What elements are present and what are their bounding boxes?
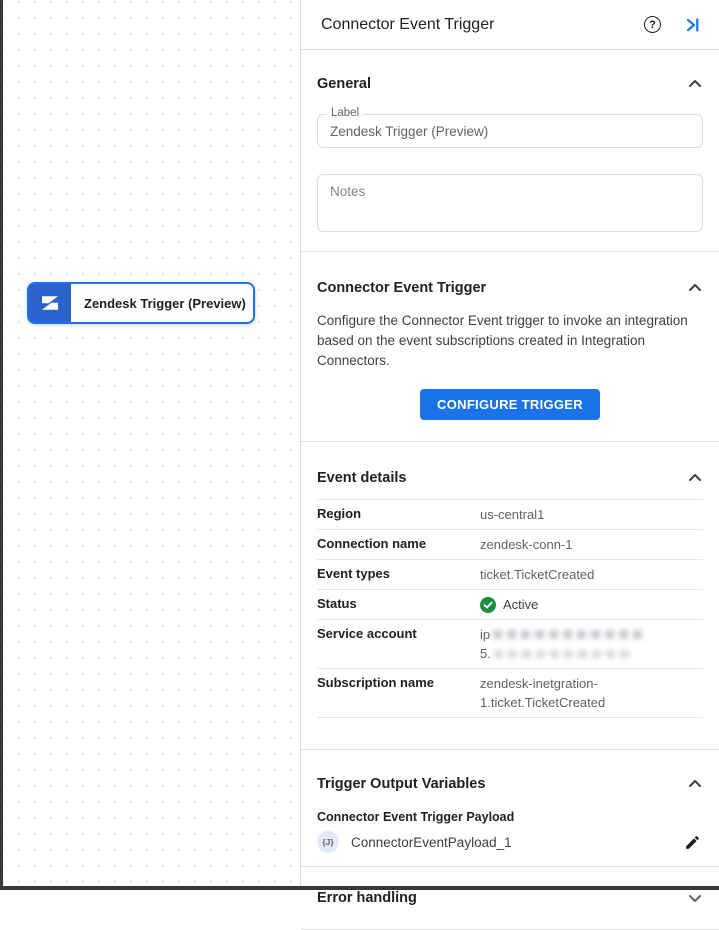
configure-trigger-button[interactable]: CONFIGURE TRIGGER (420, 389, 600, 420)
event-details-header[interactable] (317, 470, 703, 486)
label-field[interactable] (317, 107, 703, 148)
section-event-details (301, 442, 719, 749)
section-general (301, 50, 719, 251)
panel-title: Connector Event Trigger (321, 15, 495, 33)
general-header[interactable] (317, 76, 703, 92)
connector-event-trigger-title: Connector Event Trigger (317, 280, 487, 296)
service-account-fragment: ip (480, 627, 491, 642)
trigger-output-variables-title: Trigger Output Variables (317, 776, 486, 792)
row-value-redacted (480, 625, 703, 663)
table-row-service-account (317, 619, 703, 668)
label-input[interactable] (318, 124, 702, 139)
row-label: Service account (317, 626, 417, 641)
payload-variable-name: ConnectorEventPayload_1 (351, 834, 512, 850)
table-row-status (317, 589, 703, 619)
collapse-panel-icon[interactable] (683, 16, 701, 34)
section-trigger-output-variables (301, 750, 719, 866)
help-icon[interactable]: ? (644, 16, 661, 33)
integration-canvas[interactable] (3, 0, 301, 890)
table-row-subscription-name (317, 668, 703, 718)
connector-event-trigger-header[interactable] (317, 280, 703, 296)
event-details-title: Event details (317, 470, 407, 486)
event-details-table (317, 499, 703, 718)
table-row-region (317, 499, 703, 529)
notes-field[interactable] (317, 174, 703, 232)
section-connector-event-trigger (301, 252, 719, 441)
service-account-fragment: 5. (480, 646, 491, 661)
row-label: Subscription name (317, 675, 435, 690)
general-title: General (317, 76, 371, 92)
node-label: Zendesk Trigger (Preview) (84, 295, 246, 311)
row-value: ticket.TicketCreated (480, 567, 595, 582)
row-value: zendesk-conn-1 (480, 537, 573, 552)
table-row-event-types (317, 559, 703, 589)
error-handling-header[interactable] (317, 890, 703, 906)
zendesk-logo-icon (29, 284, 71, 322)
zendesk-trigger-node[interactable] (27, 282, 255, 324)
payload-variable-row[interactable] (317, 831, 703, 853)
status-badge (480, 595, 703, 614)
active-check-icon (480, 597, 496, 613)
table-row-connection-name (317, 529, 703, 559)
row-label: Event types (317, 566, 390, 581)
row-label: Region (317, 506, 362, 521)
panel-header (301, 0, 719, 50)
status-text: Active (503, 597, 539, 612)
chevron-down-icon[interactable] (687, 890, 703, 906)
chevron-up-icon[interactable] (687, 776, 703, 792)
row-label: Status (317, 596, 357, 611)
error-handling-title: Error handling (317, 890, 417, 906)
row-value: us-central1 (480, 507, 545, 522)
notes-input[interactable] (318, 175, 702, 231)
trigger-output-variables-header[interactable] (317, 776, 703, 792)
label-field-label: Label (327, 107, 363, 119)
redaction-blur (494, 650, 632, 658)
section-error-handling (301, 867, 719, 929)
edit-pencil-icon[interactable] (682, 832, 703, 853)
redaction-blur (493, 630, 643, 639)
row-value: zendesk-inetgration-1.ticket.TicketCreated (480, 676, 606, 710)
config-panel (301, 0, 719, 906)
chevron-up-icon[interactable] (687, 280, 703, 296)
json-variable-icon: {J} (317, 831, 339, 853)
bottom-edge-strip (0, 886, 719, 890)
row-label: Connection name (317, 536, 427, 551)
chevron-up-icon[interactable] (687, 76, 703, 92)
payload-label: Connector Event Trigger Payload (317, 810, 515, 824)
connector-event-trigger-description: Configure the Connector Event trigger to invoke an integration based on the event subscriptions created in Integration Connectors. (317, 313, 688, 368)
chevron-up-icon[interactable] (687, 470, 703, 486)
